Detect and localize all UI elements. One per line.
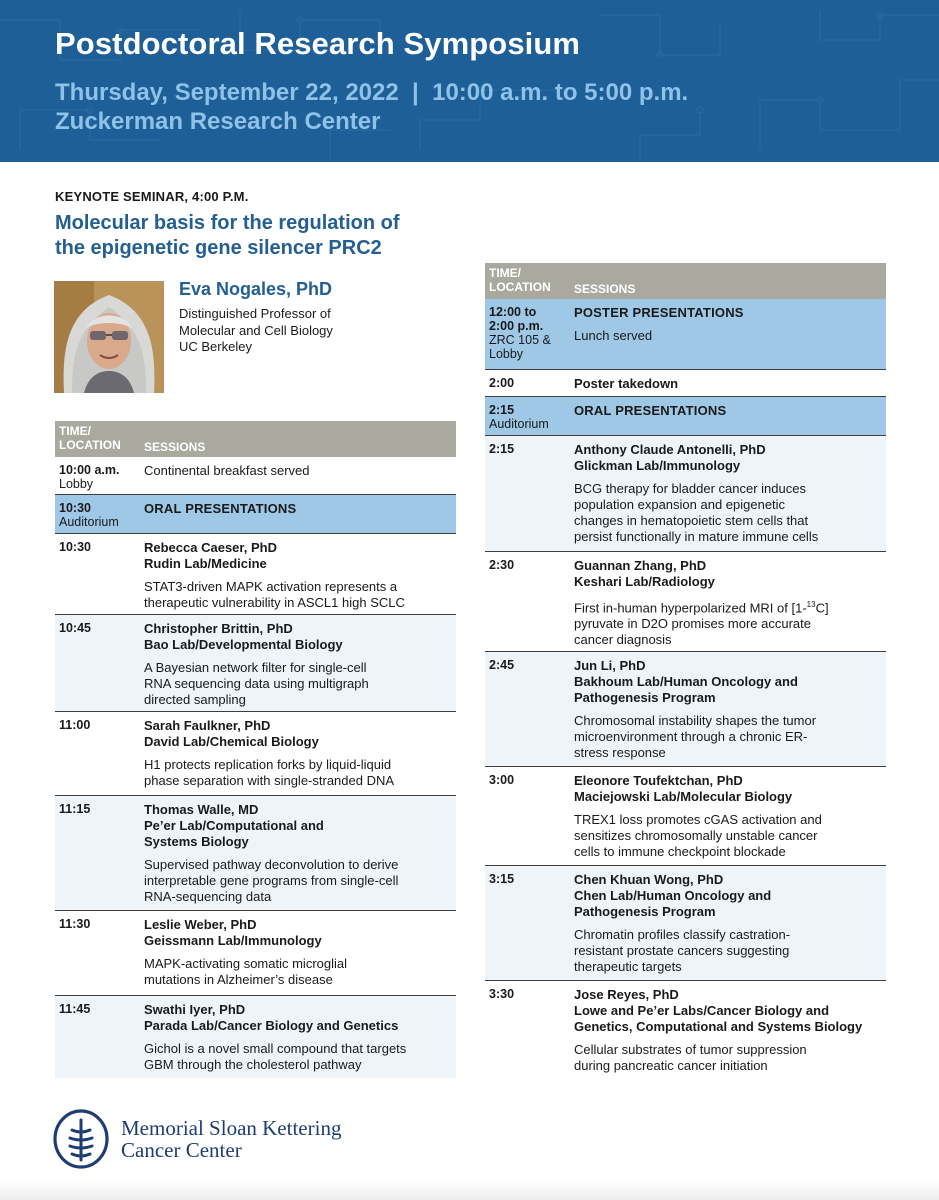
table-row xyxy=(485,767,886,866)
talk-title-line: TREX1 loss promotes cGAS activation and xyxy=(574,812,822,827)
location-text: Auditorium xyxy=(59,515,119,529)
header-text: LOCATION xyxy=(489,280,551,294)
talk-title-line: Chromosomal instability shapes the tumor xyxy=(574,713,817,728)
time-text: 12:00 to xyxy=(489,305,537,319)
talk-title xyxy=(574,927,882,975)
talk-title-line: A Bayesian network filter for single-cell xyxy=(144,660,367,675)
row-time xyxy=(59,718,139,732)
time-location-header xyxy=(59,424,121,452)
talk-title-line: cells to immune checkpoint blockade xyxy=(574,844,786,859)
table-row xyxy=(55,996,456,1078)
row-body xyxy=(574,872,882,975)
table-row xyxy=(485,397,886,436)
presenter-name: Jun Li, PhD xyxy=(574,658,646,673)
row-time xyxy=(59,802,139,816)
row-body xyxy=(144,621,452,708)
row-body xyxy=(144,1002,452,1073)
row-time xyxy=(489,658,569,672)
time-text: 2:00 p.m. xyxy=(489,319,544,333)
row-time xyxy=(489,558,569,572)
talk-title-line xyxy=(574,597,882,616)
header-text: LOCATION xyxy=(59,438,121,452)
organization-name xyxy=(121,1117,341,1161)
presenter-lab: Genetics, Computational and Systems Biology xyxy=(574,1019,863,1034)
table-row xyxy=(55,796,456,911)
row-body xyxy=(144,463,452,479)
presenter-name: Rebecca Caeser, PhD xyxy=(144,540,277,555)
talk-title xyxy=(574,812,882,860)
keynote-label: KEYNOTE SEMINAR, 4:00 P.M. xyxy=(55,189,249,204)
time-text: 2:45 xyxy=(489,658,515,672)
row-body xyxy=(144,917,452,988)
presenter-name: Thomas Walle, MD xyxy=(144,802,259,817)
table-row xyxy=(55,534,456,615)
time-text: 10:45 xyxy=(59,621,91,635)
table-row xyxy=(485,299,886,370)
talk-title-line: interpretable gene programs from single-cell xyxy=(144,873,399,888)
row-body xyxy=(574,376,882,392)
location-text: Auditorium xyxy=(489,417,549,431)
schedule-table-left xyxy=(55,421,456,1078)
presenter-name: Anthony Claude Antonelli, PhD xyxy=(574,442,766,457)
row-body xyxy=(574,987,882,1074)
table-row xyxy=(485,370,886,397)
talk-title xyxy=(574,1042,882,1074)
talk-title-line: phase separation with single-stranded DNA xyxy=(144,773,395,788)
time-text: 11:30 xyxy=(59,917,91,931)
row-time xyxy=(59,917,139,931)
table-row xyxy=(485,552,886,652)
time-text: 11:45 xyxy=(59,1002,91,1016)
row-body xyxy=(144,802,452,905)
schedule-table-right xyxy=(485,263,886,1076)
row-time xyxy=(489,872,569,886)
session-heading: ORAL PRESENTATIONS xyxy=(144,501,297,516)
table-row xyxy=(55,615,456,712)
talk-title-line: resistant prostate cancers suggesting xyxy=(574,943,790,958)
talk-title xyxy=(144,579,452,611)
speaker-portrait-illustration xyxy=(54,281,164,393)
time-text: 2:15 xyxy=(489,403,515,417)
sessions-header: SESSIONS xyxy=(144,440,206,454)
talk-title-line: persist functionally in mature immune cells xyxy=(574,529,819,544)
talk-title xyxy=(144,660,452,708)
presenter-lab: Pathogenesis Program xyxy=(574,690,716,705)
keynote-title-line: Molecular basis for the regulation of xyxy=(55,212,400,234)
row-time xyxy=(489,442,569,456)
speaker-affiliation-line: Molecular and Cell Biology xyxy=(179,322,333,338)
location-text: ZRC 105 & xyxy=(489,333,551,347)
session-heading: POSTER PRESENTATIONS xyxy=(574,305,744,320)
row-time xyxy=(489,403,569,431)
time-text: 3:15 xyxy=(489,872,515,886)
talk-title-line: Cellular substrates of tumor suppression xyxy=(574,1042,807,1057)
presenter-lab: Keshari Lab/Radiology xyxy=(574,574,715,589)
talk-title-line: BCG therapy for bladder cancer induces xyxy=(574,481,806,496)
time-text: 2:00 xyxy=(489,376,515,390)
talk-title-line: RNA sequencing data using multigraph xyxy=(144,676,369,691)
row-body xyxy=(574,305,882,344)
talk-title-line: sensitizes chromosomally unstable cancer xyxy=(574,828,818,843)
time-text: 3:00 xyxy=(489,773,515,787)
presenter-name: Chen Khuan Wong, PhD xyxy=(574,872,724,887)
talk-title-line: pyruvate in D2O promises more accurate xyxy=(574,616,811,632)
table-row xyxy=(55,495,456,534)
table-row xyxy=(55,712,456,796)
event-details xyxy=(55,78,688,136)
header-text: TIME/ xyxy=(489,266,521,280)
row-body xyxy=(144,540,452,611)
presenter-lab: Pathogenesis Program xyxy=(574,904,716,919)
talk-title-text: C] xyxy=(815,600,829,616)
speaker-name: Eva Nogales, PhD xyxy=(179,279,333,299)
time-text: 3:30 xyxy=(489,987,515,1001)
presenter-lab: Parada Lab/Cancer Biology and Genetics xyxy=(144,1018,399,1033)
presenter-lab: Glickman Lab/Immunology xyxy=(574,458,741,473)
row-time xyxy=(489,376,569,390)
presenter-name: Eleonore Toufektchan, PhD xyxy=(574,773,743,788)
talk-title-line: directed sampling xyxy=(144,692,246,707)
presenter-lab: Rudin Lab/Medicine xyxy=(144,556,267,571)
talk-title xyxy=(574,481,882,545)
speaker-affiliation-line: UC Berkeley xyxy=(179,339,252,354)
time-text: 2:30 xyxy=(489,558,515,572)
row-body xyxy=(574,558,882,648)
session-text: Continental breakfast served xyxy=(144,463,310,478)
header-text: TIME/ xyxy=(59,424,91,438)
time-location-header xyxy=(489,266,551,294)
table-row xyxy=(485,981,886,1076)
row-body xyxy=(574,403,882,419)
event-location: Zuckerman Research Center xyxy=(55,108,381,135)
presenter-name: Christopher Brittin, PhD xyxy=(144,621,293,636)
session-text: Lunch served xyxy=(574,328,653,343)
speaker-affiliation-line: Distinguished Professor of xyxy=(179,306,331,321)
presenter-lab: Systems Biology xyxy=(144,834,249,849)
talk-title-line: STAT3-driven MAPK activation represents a xyxy=(144,579,398,594)
table-header xyxy=(485,263,886,299)
table-row xyxy=(55,911,456,996)
row-time xyxy=(489,773,569,787)
talk-title xyxy=(574,713,882,761)
presenter-name: Jose Reyes, PhD xyxy=(574,987,679,1002)
presenter-name: Leslie Weber, PhD xyxy=(144,917,257,932)
msk-logo-icon xyxy=(52,1108,110,1170)
keynote-title xyxy=(55,211,475,261)
talk-title-line: therapeutic targets xyxy=(574,959,682,974)
row-body xyxy=(574,773,882,860)
time-text: 10:00 a.m. xyxy=(59,463,120,477)
isotope-superscript: 13 xyxy=(806,600,816,609)
time-text: 10:30 xyxy=(59,501,91,515)
talk-title xyxy=(144,1041,452,1073)
location-text: Lobby xyxy=(489,347,524,361)
event-date-time: Thursday, September 22, 2022 | 10:00 a.m. to 5:00 p.m. xyxy=(55,79,689,106)
row-time xyxy=(489,305,569,361)
row-time xyxy=(59,463,139,491)
row-time xyxy=(59,540,139,554)
presenter-name: Swathi Iyer, PhD xyxy=(144,1002,246,1017)
time-text: 10:30 xyxy=(59,540,91,554)
presenter-lab: Pe’er Lab/Computational and xyxy=(144,818,324,833)
talk-title-line: RNA-sequencing data xyxy=(144,889,272,904)
organization-name-line: Memorial Sloan Kettering xyxy=(121,1116,342,1140)
talk-title-line: Supervised pathway deconvolution to derive xyxy=(144,857,399,872)
organization-name-line: Cancer Center xyxy=(121,1138,242,1162)
talk-title xyxy=(574,597,882,648)
session-heading: ORAL PRESENTATIONS xyxy=(574,403,727,418)
row-body xyxy=(574,658,882,761)
talk-title xyxy=(144,956,452,988)
header-banner xyxy=(0,0,939,162)
speaker-photo xyxy=(54,281,164,393)
presenter-lab: Bakhoum Lab/Human Oncology and xyxy=(574,674,798,689)
talk-title-line: changes in hematopoietic stem cells that xyxy=(574,513,809,528)
table-row xyxy=(55,457,456,495)
talk-title-line: during pancreatic cancer initiation xyxy=(574,1058,768,1073)
talk-title-line: microenvironment through a chronic ER- xyxy=(574,729,808,744)
presenter-lab: Chen Lab/Human Oncology and xyxy=(574,888,772,903)
row-body xyxy=(144,501,452,517)
row-time xyxy=(59,621,139,635)
keynote-title-line: the epigenetic gene silencer PRC2 xyxy=(55,237,382,259)
presenter-lab: David Lab/Chemical Biology xyxy=(144,734,319,749)
talk-title-text: First in-human hyperpolarized MRI of [1- xyxy=(574,600,807,616)
table-row xyxy=(485,652,886,767)
talk-title-line: H1 protects replication forks by liquid-liquid xyxy=(144,757,392,772)
talk-title-line: stress response xyxy=(574,745,666,760)
talk-title-line: MAPK-activating somatic microglial xyxy=(144,956,348,971)
talk-title-line: cancer diagnosis xyxy=(574,632,672,648)
table-row xyxy=(485,436,886,552)
row-time xyxy=(489,987,569,1001)
talk-title xyxy=(144,857,452,905)
time-text: 11:00 xyxy=(59,718,91,732)
sessions-header: SESSIONS xyxy=(574,282,636,296)
talk-title-line: population expansion and epigenetic xyxy=(574,497,786,512)
row-body xyxy=(144,718,452,789)
session-heading: Poster takedown xyxy=(574,376,679,391)
presenter-lab: Maciejowski Lab/Molecular Biology xyxy=(574,789,793,804)
time-text: 2:15 xyxy=(489,442,515,456)
footer-shadow xyxy=(0,1180,939,1200)
time-text: 11:15 xyxy=(59,802,91,816)
talk-title-line: mutations in Alzheimer’s disease xyxy=(144,972,333,987)
row-time xyxy=(59,501,139,529)
row-time xyxy=(59,1002,139,1016)
speaker-affiliation xyxy=(179,306,429,356)
presenter-name: Sarah Faulkner, PhD xyxy=(144,718,271,733)
presenter-lab: Bao Lab/Developmental Biology xyxy=(144,637,343,652)
talk-title-line: Gichol is a novel small compound that targets xyxy=(144,1041,407,1056)
talk-title xyxy=(144,757,452,789)
talk-title-line: therapeutic vulnerability in ASCL1 high SCLC xyxy=(144,595,405,610)
presenter-lab: Geissmann Lab/Immunology xyxy=(144,933,322,948)
presenter-lab: Lowe and Pe’er Labs/Cancer Biology and xyxy=(574,1003,830,1018)
page-title: Postdoctoral Research Symposium xyxy=(55,26,581,61)
talk-title-line: GBM through the cholesterol pathway xyxy=(144,1057,362,1072)
row-body xyxy=(574,442,882,545)
table-row xyxy=(485,866,886,981)
presenter-name: Guannan Zhang, PhD xyxy=(574,558,707,573)
talk-title-line: Chromatin profiles classify castration- xyxy=(574,927,791,942)
table-header xyxy=(55,421,456,457)
location-text: Lobby xyxy=(59,477,94,491)
